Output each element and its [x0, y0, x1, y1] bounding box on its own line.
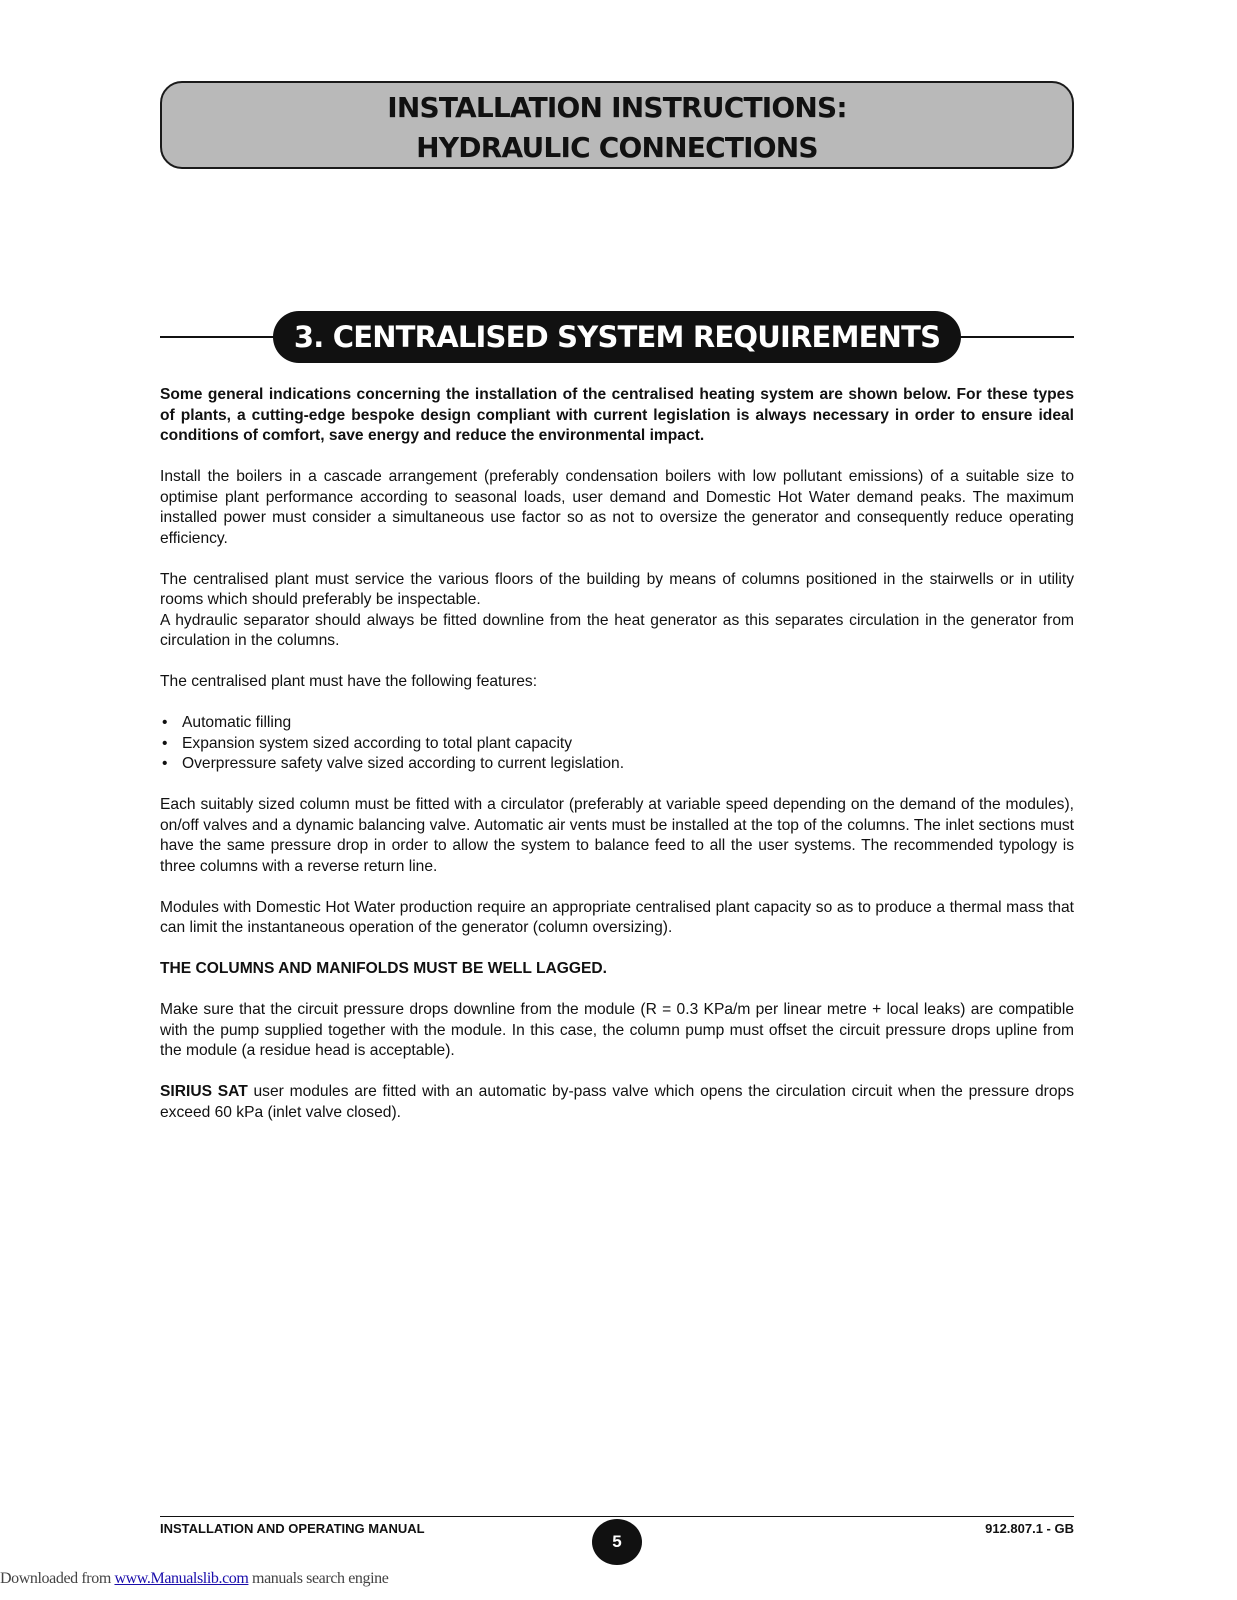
columns-paragraph-line-2: A hydraulic separator should always be fitted downline from the heat generator as this separates circulation in the generator from circulation in the columns.: [160, 611, 1074, 649]
lagging-notice: THE COLUMNS AND MANIFOLDS MUST BE WELL LAGGED.: [160, 960, 608, 977]
intro-paragraph: Some general indications concerning the installation of the centralised heating system are shown below. For these types of plants, a cutting-edge bespoke design compliant with current legislation is always necessary in order to ensure ideal conditions of comfort, save energy and reduce the environmental impact.: [160, 386, 1074, 444]
list-item: [160, 713, 1074, 734]
footer-rule: [160, 1516, 1074, 1517]
columns-paragraph: [160, 570, 1074, 652]
features-intro: The centralised plant must have the following features:: [160, 673, 538, 690]
download-suffix: manuals search engine: [248, 1570, 389, 1587]
circulator-paragraph: Each suitably sized column must be fitted with a circulator (preferably at variable speed depending on the demand of the modules), on/off valves and a dynamic balancing valve. Automatic air vents must be installed at the top of the columns. The inlet sections must have the same pressure drop in order to allow the system to balance feed to all the user systems. The recommended typology is three columns with a reverse return line.: [160, 796, 1074, 875]
columns-paragraph-line-1: The centralised plant must service the various floors of the building by means of columns positioned in the stairwells or in utility rooms which should preferably be inspectable.: [160, 570, 1074, 608]
list-item-text: Automatic filling: [182, 714, 292, 731]
list-item: [160, 754, 1074, 775]
download-prefix: Downloaded from: [0, 1570, 115, 1587]
manualslib-link[interactable]: www.Manualslib.com: [114, 1570, 249, 1587]
body-content: [160, 385, 1074, 1144]
sirius-paragraph: [160, 1082, 1074, 1123]
section-rule-left: [160, 336, 274, 338]
sirius-paragraph-text: user modules are fitted with an automatic by-pass valve which opens the circulation circuit when the pressure drops exceed 60 kPa (inlet valve closed).: [160, 1083, 1074, 1121]
section-rule-right: [955, 336, 1074, 338]
list-item: [160, 734, 1074, 755]
list-item-text: Expansion system sized according to total plant capacity: [182, 734, 573, 752]
sirius-product-name: SIRIUS SAT: [160, 1083, 248, 1100]
section-title: 3. CENTRALISED SYSTEM REQUIREMENTS: [273, 311, 961, 363]
download-source-line: [0, 1570, 388, 1588]
header-title-line-2: HYDRAULIC CONNECTIONS: [416, 131, 818, 164]
footer-manual-label: INSTALLATION AND OPERATING MANUAL: [160, 1521, 425, 1536]
page-header-box: [160, 81, 1074, 169]
page-number-badge: 5: [592, 1519, 642, 1565]
list-item-text: Overpressure safety valve sized according to current legislation.: [182, 755, 625, 772]
bullet-icon: •: [162, 734, 168, 752]
bullet-icon: •: [162, 755, 168, 772]
header-title-line-1: INSTALLATION INSTRUCTIONS:: [387, 91, 847, 124]
features-list: [160, 713, 1074, 775]
bullet-icon: •: [162, 714, 168, 731]
pressure-paragraph: Make sure that the circuit pressure drops downline from the module (R = 0.3 KPa/m per linear metre + local leaks) are compatible with the pump supplied together with the module. In this case, the column pump must offset the circuit pressure drops upline from the module (a residue head is acceptable).: [160, 1001, 1074, 1059]
boilers-paragraph: Install the boilers in a cascade arrangement (preferably condensation boilers with low pollutant emissions) of a suitable size to optimise plant performance according to seasonal loads, user demand and Domestic Hot Water demand peaks. The maximum installed power must consider a simultaneous use factor so as not to oversize the generator and consequently reduce operating efficiency.: [160, 468, 1074, 547]
footer-doc-code: 912.807.1 - GB: [985, 1521, 1074, 1536]
dhw-paragraph: Modules with Domestic Hot Water production require an appropriate centralised plant capacity so as to produce a thermal mass that can limit the instantaneous operation of the generator (column oversizing).: [160, 898, 1074, 936]
